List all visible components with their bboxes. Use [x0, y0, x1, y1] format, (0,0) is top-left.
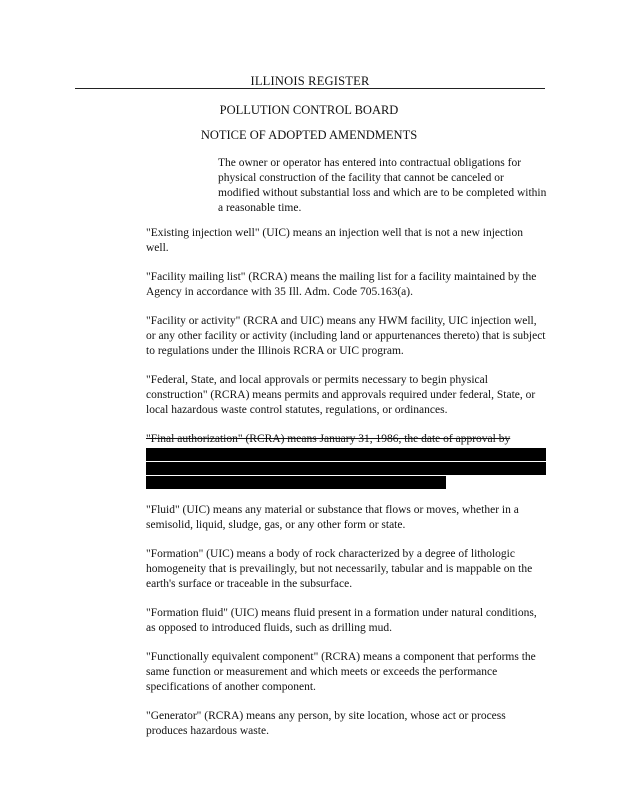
agency-name: POLLUTION CONTROL BOARD — [219, 103, 399, 117]
definition-functionally-equivalent-component: "Functionally equivalent component" (RCRA) means a component that performs the same function or measurement and which meets or exceeds the performance specifications of another component. — [146, 651, 536, 693]
definition-final-authorization-struck — [146, 432, 546, 489]
definition-federal-state-local-approvals: "Federal, State, and local approvals or permits necessary to begin physical construction" (RCRA) means permits and approvals required under federal, State, or local hazardous waste control statutes, regulations, or ordinances. — [146, 374, 536, 416]
redaction-bar — [146, 448, 546, 461]
definitions-list — [146, 226, 546, 753]
definition-facility-mailing-list: "Facility mailing list" (RCRA) means the mailing list for a facility maintained by the Agency in accordance with 35 Ill. Adm. Code 705.163(a). — [146, 271, 537, 298]
definition-generator: "Generator" (RCRA) means any person, by site location, whose act or process produces hazardous waste. — [146, 710, 506, 737]
register-header — [75, 74, 545, 89]
definition-fluid: "Fluid" (UIC) means any material or substance that flows or moves, whether in a semisolid, liquid, sludge, gas, or any other form or state. — [146, 504, 519, 531]
redaction-bar — [146, 476, 446, 489]
redaction-bar — [146, 462, 546, 475]
definition-facility-or-activity: "Facility or activity" (RCRA and UIC) means any HWM facility, UIC injection well, or any other facility or activity (including land or appurtenances thereto) that is subject to regulations under the Illinois RCRA or UIC program. — [146, 315, 546, 357]
notice-title: NOTICE OF ADOPTED AMENDMENTS — [200, 128, 418, 142]
definition-existing-injection-well: "Existing injection well" (UIC) means an injection well that is not a new injection well. — [146, 227, 523, 254]
struck-text: "Final authorization" (RCRA) means January 31, 1986, the date of approval by — [146, 433, 511, 445]
definition-formation: "Formation" (UIC) means a body of rock characterized by a degree of lithologic homogeneity that is prevailingly, but not necessarily, tabular and is mappable on the earth's surface or traceable in the subsurface. — [146, 548, 533, 590]
definition-formation-fluid: "Formation fluid" (UIC) means fluid present in a formation under natural conditions, as opposed to introduced fluids, such as drilling mud. — [146, 607, 537, 634]
indented-paragraph: The owner or operator has entered into contractual obligations for physical construction of the facility that cannot be canceled or modified without substantial loss and which are to be completed within a reasonable time. — [218, 157, 547, 214]
register-title: ILLINOIS REGISTER — [246, 74, 373, 88]
